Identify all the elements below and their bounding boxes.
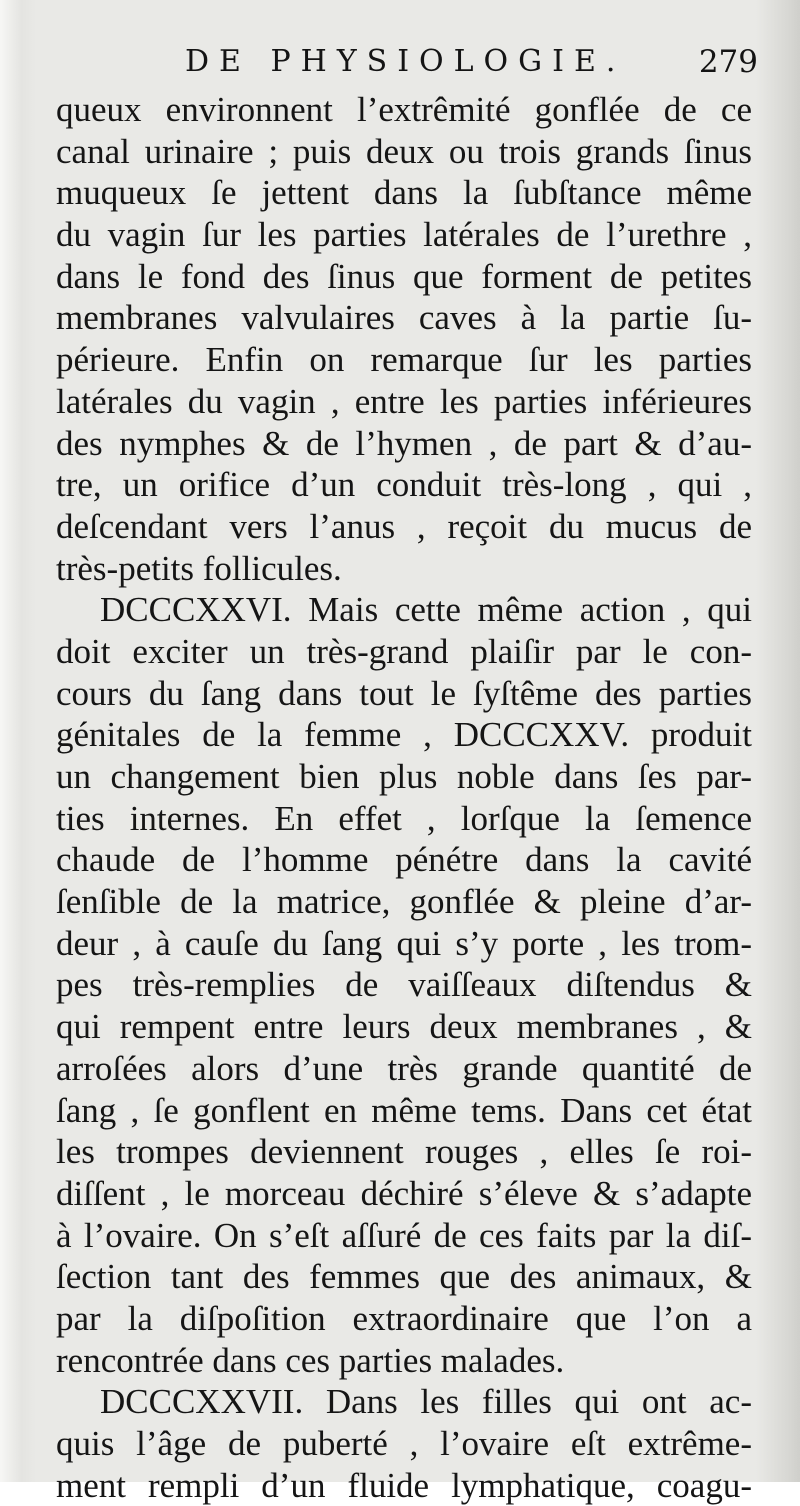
paragraph-start-DCCCXXVII: DCCCXXVII. Dans les filles qui ont ac- xyxy=(100,1382,752,1422)
text-line: queux environnent l’extrêmité gonflée de ce xyxy=(56,90,752,129)
text-line: qui rempent entre leurs deux membranes , & xyxy=(56,1007,752,1047)
text-line: membranes valvulaires caves à la partie ſu- xyxy=(56,298,752,338)
page-edge-shadow xyxy=(756,0,800,1482)
text-line: arroſées alors d’une très grande quantité de xyxy=(56,1048,752,1088)
text-line: les trompes deviennent rouges , elles ſe roi- xyxy=(56,1132,752,1172)
text-line: tre, un orifice d’un conduit très-long , qui , xyxy=(56,465,752,505)
page-number: 279 xyxy=(698,44,758,80)
text-line: des nymphes & de l’hymen , de part & d’au- xyxy=(56,423,752,463)
text-line: quis l’âge de puberté , l’ovaire eſt extrême- xyxy=(56,1424,752,1463)
text-line: dans le fond des ſinus que forment de petites xyxy=(56,256,752,296)
text-line: ſenſible de la matrice, gonflée & pleine d’ar- xyxy=(56,882,752,922)
text-line: périeure. Enfin on remarque ſur les parties xyxy=(56,340,752,380)
text-line: deſcendant vers l’anus , reçoit du mucus de xyxy=(56,506,752,546)
text-line: par la diſpoſition extraordinaire que l’on a xyxy=(56,1298,752,1338)
text-line: muqueux ſe jettent dans la ſubſtance même xyxy=(56,173,752,213)
text-line: ſection tant des femmes que des animaux, & xyxy=(56,1257,752,1297)
body-text xyxy=(56,89,752,1506)
text-line: diſſent , le morceau déchiré s’éleve & s’adapte xyxy=(56,1173,752,1213)
text-line: doit exciter un très-grand plaiſir par le con- xyxy=(56,631,752,671)
text-line: pes très-remplies de vaiſſeaux diſtendus & xyxy=(56,965,752,1005)
text-line: un changement bien plus noble dans ſes par- xyxy=(56,757,752,796)
text-line: ment rempli d’un fluide lymphatique, coagu- xyxy=(56,1465,752,1505)
text-line: à l’ovaire. On s’eſt aſſuré de ces faits par la diſ- xyxy=(56,1215,752,1255)
text-line: ties internes. En effet , lorſque la ſemence xyxy=(56,798,752,838)
text-line: du vagin ſur les parties latérales de l’urethre , xyxy=(56,215,752,255)
text-line: rencontrée dans ces parties malades. xyxy=(56,1340,565,1380)
text-line: génitales de la femme , DCCCXXV. produit xyxy=(56,715,752,755)
paragraph-start-DCCCXXVI: DCCCXXVI. Mais cette même action , qui xyxy=(100,590,752,630)
page-gutter-shadow xyxy=(0,0,36,1482)
text-line: chaude de l’homme pénétre dans la cavité xyxy=(56,840,752,880)
text-line: très-petits follicules. xyxy=(56,548,342,588)
text-line: ſang , ſe gonflent en même tems. Dans cet état xyxy=(56,1090,752,1130)
text-line: canal urinaire ; puis deux ou trois grands ſinus xyxy=(56,131,752,171)
text-line: cours du ſang dans tout le ſyſtême des parties xyxy=(56,673,752,713)
running-title: DE PHYSIOLOGIE. xyxy=(185,44,626,79)
text-line: deur , à cauſe du ſang qui s’y porte , les trom- xyxy=(56,923,752,963)
text-line: latérales du vagin , entre les parties inférieures xyxy=(56,381,752,421)
